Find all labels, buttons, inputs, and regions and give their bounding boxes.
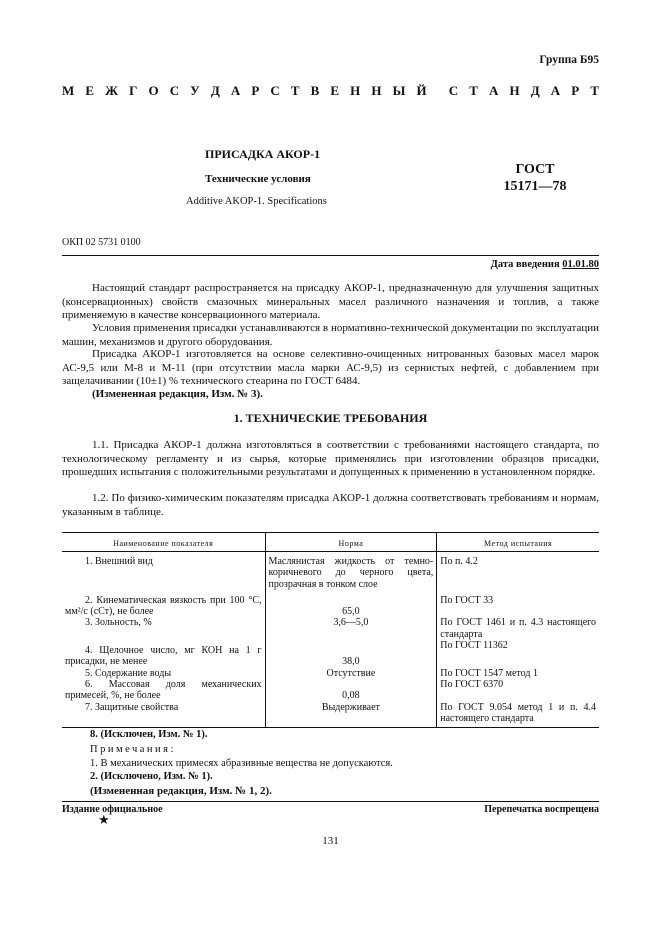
table-row — [62, 668, 599, 679]
date-value: 01.01.80 — [562, 259, 599, 270]
intro-paragraph-3: Присадка АКОР-1 изготовляется на основе селективно-очищенных нитрованных базовых масел марок АС-9,5 или М-8 и М-11 (при отсутствии масла марки АС-9,5) из сернистых нефтей, с добавлением при защелачивании (10±1) % технического стеарина по ГОСТ 6484. — [62, 348, 599, 388]
requirements-table — [62, 532, 599, 728]
note-2: 2. (Исключено, Изм. № 1). — [90, 771, 213, 782]
row-method: По ГОСТ 33 — [437, 590, 599, 618]
banner-letter: Е — [85, 83, 95, 98]
section-heading: 1. ТЕХНИЧЕСКИЕ ТРЕБОВАНИЯ — [233, 411, 428, 425]
row-norm: 0,08 — [265, 679, 437, 702]
group-code: Группа Б95 — [539, 54, 599, 66]
banner-letter: Е — [330, 83, 340, 98]
reprint-prohibited: Перепечатка воспрещена — [484, 804, 599, 815]
date-label: Дата введения — [490, 259, 560, 270]
banner-letter: Ж — [105, 83, 118, 98]
english-title: Additive AKOP-1. Specifications — [186, 196, 327, 207]
banner-letter: У — [190, 83, 200, 98]
notes-label: Примечания: — [90, 744, 176, 755]
header-indicator: Наименование показателя — [62, 533, 265, 552]
banner-letter: Д — [210, 83, 220, 98]
excluded-item-8: 8. (Исключен, Изм. № 1). — [90, 729, 208, 740]
row-norm: Маслянистая жидкость от темно-коричневого до черного цвета, прозрачная в тонком слое — [265, 552, 437, 590]
row-indicator: 4. Щелочное число, мг КОН на 1 г присадки, не менее — [65, 645, 262, 668]
row-indicator: 7. Защитные свойства — [62, 702, 265, 728]
row-norm: 3,6—5,0 — [265, 617, 437, 640]
table-row — [62, 552, 599, 590]
table-amendment: (Измененная редакция, Изм. № 1, 2). — [90, 785, 272, 797]
document-title: ПРИСАДКА АКОР-1 — [205, 147, 321, 161]
interstate-standard-banner — [62, 83, 599, 99]
row-norm: Выдерживает — [265, 702, 437, 728]
row-indicator: 5. Содержание воды — [85, 667, 172, 679]
gost-number: 15171—78 — [503, 179, 567, 194]
gost-label: ГОСТ — [515, 162, 555, 177]
banner-letter: А — [550, 83, 561, 98]
row-method: По ГОСТ 9.054 метод 1 и п. 4.4 настоящего стандарта — [437, 702, 599, 728]
header-norm: Норма — [265, 533, 437, 552]
footer-divider — [62, 801, 599, 802]
intro-amendment: (Измененная редакция, Изм. № 3). — [92, 388, 263, 400]
banner-letter: О — [148, 83, 159, 98]
star-icon: ★ — [98, 812, 110, 827]
row-indicator: 1. Внешний вид — [85, 556, 153, 567]
row-norm: 38,0 — [265, 640, 437, 668]
row-method: По п. 4.2 — [437, 552, 599, 590]
row-indicator: 2. Кинематическая вязкость при 100 °С, мм²/с (сСт), не более — [65, 594, 262, 618]
intro-paragraph-1: Настоящий стандарт распространяется на присадку АКОР-1, предназначенную для улучшения защитных (консервационных) свойств смазочных минеральных масел различного назначения и топлив, а также применяемую в качестве консервационного материала. — [62, 282, 599, 322]
banner-letter: В — [310, 83, 320, 98]
row-indicator: 3. Зольность, % — [85, 617, 152, 629]
header-divider — [62, 255, 599, 256]
banner-letter: Й — [416, 83, 427, 98]
header-method: Метод испытания — [437, 533, 599, 552]
banner-letter: Ы — [392, 83, 406, 98]
banner-letter: Г — [129, 83, 138, 98]
banner-letter: Н — [371, 83, 382, 98]
banner-letter: Н — [509, 83, 520, 98]
clause-1-2: 1.2. По физико-химическим показателям присадка АКОР-1 должна соответствовать требованиям и нормам, указанным в таблице. — [62, 492, 599, 518]
clause-1-1: 1.1. Присадка АКОР-1 должна изготовляться в соответствии с требованиями настоящего стандарта, по технологическому регламенту и из сырья, которые применялись при изготовлении образцов присадки, прошедших испытания с положительными результатами и допущенных к применению в установленном порядке. — [62, 439, 599, 479]
intro-paragraph-2: Условия применения присадки устанавливаются в нормативно-технической документации по эксплуатации машин, механизмов и другого оборудования. — [62, 322, 599, 348]
row-method: По ГОСТ 11362 — [437, 640, 599, 668]
banner-letter: Р — [571, 83, 580, 98]
table-row — [62, 640, 599, 668]
row-norm: Отсутствие — [265, 668, 437, 679]
table-header-row — [62, 533, 599, 552]
banner-letter: Т — [590, 83, 599, 98]
banner-letter: С — [270, 83, 280, 98]
table-row — [62, 679, 599, 702]
document-subtitle: Технические условия — [205, 173, 311, 185]
table-row — [62, 590, 599, 618]
banner-letter: М — [62, 83, 75, 98]
okp-code: ОКП 02 5731 0100 — [62, 237, 141, 248]
row-indicator: 6. Массовая доля механических примесей, %, не более — [65, 678, 262, 702]
row-method: По ГОСТ 1461 и п. 4.3 настоящего стандарта — [437, 617, 599, 640]
official-edition: Издание официальное — [62, 804, 163, 815]
banner-letter: А — [489, 83, 499, 98]
banner-letter: Т — [290, 83, 300, 98]
introduction-date — [491, 259, 599, 270]
banner-letter: С — [448, 83, 459, 98]
table-row — [62, 617, 599, 640]
row-method: По ГОСТ 6370 — [437, 679, 599, 702]
banner-letter: Р — [251, 83, 260, 98]
banner-letter: Т — [469, 83, 478, 98]
page-number: 131 — [322, 835, 339, 847]
table-row — [62, 702, 599, 728]
banner-letter: А — [230, 83, 241, 98]
banner-letter: С — [169, 83, 180, 98]
row-norm: 65,0 — [265, 590, 437, 618]
note-1: 1. В механических примесях абразивные вещества не допускаются. — [90, 758, 393, 769]
banner-letter: Д — [530, 83, 540, 98]
gost-number-block — [500, 161, 570, 195]
row-method: По ГОСТ 1547 метод 1 — [437, 668, 599, 679]
banner-letter: Н — [350, 83, 361, 98]
